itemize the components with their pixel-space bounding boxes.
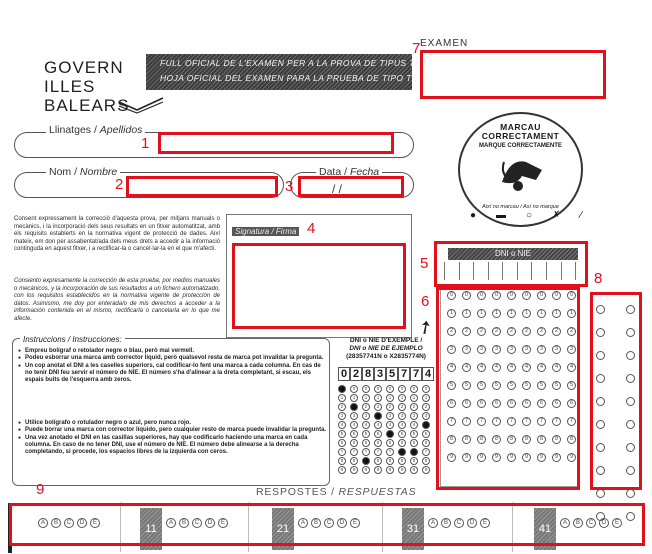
- answer-bubble: 6: [362, 439, 370, 447]
- answer-bubble: 8: [398, 457, 406, 465]
- annotation-number-4: 4: [307, 220, 316, 237]
- answer-bubble[interactable]: 7: [567, 417, 576, 426]
- answer-bubble[interactable]: 7: [522, 417, 531, 426]
- answer-bubble[interactable]: 9: [477, 453, 486, 462]
- logo-line-2: ILLES: [44, 77, 96, 96]
- answer-bubble[interactable]: 3: [477, 345, 486, 354]
- date-label: Data / Fecha: [316, 166, 382, 178]
- annotation-number-5: 5: [420, 255, 429, 272]
- govern-logo: [44, 58, 154, 115]
- answer-bubble[interactable]: 5: [462, 381, 471, 390]
- answer-bubble: 7: [374, 448, 382, 456]
- slash-mark-icon: ⁄: [580, 210, 582, 221]
- answer-bubble[interactable]: 5: [492, 381, 501, 390]
- answer-bubble[interactable]: C: [64, 518, 74, 528]
- answer-bubble[interactable]: 8: [522, 435, 531, 444]
- answer-bubble: 8: [386, 457, 394, 465]
- answer-bubble[interactable]: 2: [552, 327, 561, 336]
- answer-bubble[interactable]: 7: [507, 417, 516, 426]
- answer-bubble[interactable]: 0: [492, 291, 501, 300]
- answer-bubble: [422, 421, 430, 429]
- answer-bubble[interactable]: B: [51, 518, 61, 528]
- answer-bubble[interactable]: 0: [477, 291, 486, 300]
- answer-bubble: 2: [338, 403, 346, 411]
- annotation-number-6: 6: [421, 293, 430, 310]
- answer-bubble: 8: [350, 457, 358, 465]
- answer-bubble: 3: [362, 412, 370, 420]
- answer-bubble: 8: [338, 457, 346, 465]
- answer-bubble: 8: [410, 457, 418, 465]
- answer-bubble[interactable]: 1: [492, 309, 501, 318]
- answer-bubble[interactable]: 4: [552, 363, 561, 372]
- answer-bubble[interactable]: 8: [537, 435, 546, 444]
- seal-note: Així no marcau / Así no marque: [482, 204, 559, 210]
- annotation-number-3: 3: [285, 178, 294, 195]
- logo-line-3: BALEARS: [44, 96, 130, 115]
- answer-bubble: 9: [398, 466, 406, 474]
- instructions-list-ca: [18, 348, 326, 384]
- answer-bubble: 0: [362, 385, 370, 393]
- answer-bubble[interactable]: B: [311, 518, 321, 528]
- answer-bubble[interactable]: 0: [522, 291, 531, 300]
- instruction-es-3: ● Una vez anotado el DNI en las casillas superiores, hay que codificarlo haciendo una marca en cada columna. En caso de no tener DNI, use el número de NIE. El número debe alinearse a la derecha completando, si procede, los espacios libres de la izquierda con ceros.: [18, 435, 328, 457]
- annotation-number-2: 2: [115, 176, 124, 193]
- answer-bubble: [338, 385, 346, 393]
- answer-bubble: 6: [338, 439, 346, 447]
- seal-title-1: MARCAU: [500, 122, 541, 132]
- answer-bubble: 5: [410, 430, 418, 438]
- answer-bubble: 2: [422, 403, 430, 411]
- answer-bubble[interactable]: 3: [522, 345, 531, 354]
- answer-bubble[interactable]: 9: [537, 453, 546, 462]
- answer-bubble[interactable]: 9: [462, 453, 471, 462]
- answer-bubble: 4: [350, 421, 358, 429]
- answer-bubble: 1: [386, 394, 394, 402]
- answer-bubble[interactable]: 8: [567, 435, 576, 444]
- answer-bubble: 4: [386, 421, 394, 429]
- answer-bubble: 4: [338, 421, 346, 429]
- hand-marking-icon: [496, 152, 548, 194]
- instruction-ca-2: ● Podeu esborrar una marca amb corrector líquid, però qualsevol resta de marca pot invalidar la pregunta.: [18, 355, 326, 362]
- answer-bubble[interactable]: A: [166, 518, 176, 528]
- answer-bubble[interactable]: E: [350, 518, 360, 528]
- answer-bubble[interactable]: 7: [492, 417, 501, 426]
- answer-bubble: 9: [422, 466, 430, 474]
- answer-bubble: 6: [386, 439, 394, 447]
- answer-bubble[interactable]: 3: [537, 345, 546, 354]
- header-stripe: [146, 54, 433, 90]
- filled-mark-icon: ●: [470, 210, 477, 221]
- answer-bubble: [410, 448, 418, 456]
- annotation-number-8: 8: [594, 270, 603, 287]
- answer-bubble[interactable]: 9: [447, 453, 456, 462]
- answer-bubble[interactable]: 5: [537, 381, 546, 390]
- answer-bubble: 9: [362, 466, 370, 474]
- annotation-box-date[interactable]: [298, 176, 404, 197]
- answer-bubble: 2: [362, 403, 370, 411]
- circle-mark-icon: ○: [525, 210, 532, 221]
- answer-bubble[interactable]: 3: [492, 345, 501, 354]
- answer-bubble[interactable]: 7: [552, 417, 561, 426]
- answer-bubble[interactable]: E: [218, 518, 228, 528]
- answer-bubble[interactable]: 3: [507, 345, 516, 354]
- answer-bubble[interactable]: A: [428, 518, 438, 528]
- answer-bubble[interactable]: 5: [447, 381, 456, 390]
- answer-bubble: 6: [350, 439, 358, 447]
- answer-bubble: 2: [374, 403, 382, 411]
- answer-bubble[interactable]: 6: [537, 399, 546, 408]
- answer-bubble: 0: [398, 385, 406, 393]
- answer-bubble[interactable]: D: [205, 518, 215, 528]
- answer-bubble[interactable]: 8: [477, 435, 486, 444]
- answer-bubble[interactable]: A: [298, 518, 308, 528]
- annotation-box-surname[interactable]: [158, 132, 394, 154]
- answer-bubble: 4: [362, 421, 370, 429]
- answer-bubble[interactable]: 1: [447, 309, 456, 318]
- answer-bubble[interactable]: 0: [462, 291, 471, 300]
- answer-bubble[interactable]: 4: [477, 363, 486, 372]
- answer-bubble[interactable]: 1: [462, 309, 471, 318]
- seal-subtitle: MARQUE CORRECTAMENTE: [479, 143, 562, 149]
- answer-bubble[interactable]: 2: [462, 327, 471, 336]
- answer-bubble[interactable]: 5: [477, 381, 486, 390]
- answer-bubble[interactable]: E: [612, 518, 622, 528]
- answer-bubble: 1: [422, 394, 430, 402]
- answer-bubble: 5: [350, 430, 358, 438]
- answer-bubble: 9: [374, 466, 382, 474]
- answer-bubble: 2: [386, 403, 394, 411]
- answer-bubble: 1: [410, 394, 418, 402]
- answer-bubble: 3: [386, 412, 394, 420]
- answer-bubble: 3: [410, 412, 418, 420]
- answer-bubble[interactable]: 5: [552, 381, 561, 390]
- answer-bubble[interactable]: 0: [447, 291, 456, 300]
- instructions-list-es: [18, 420, 328, 456]
- answer-bubble[interactable]: 9: [567, 453, 576, 462]
- answer-bubble[interactable]: 1: [477, 309, 486, 318]
- answer-bubble[interactable]: 7: [477, 417, 486, 426]
- answer-bubble[interactable]: 7: [462, 417, 471, 426]
- answer-bubble[interactable]: 2: [492, 327, 501, 336]
- answer-bubble[interactable]: 6: [477, 399, 486, 408]
- annotation-number-7: 7: [412, 40, 421, 57]
- header-line-es: HOJA OFICIAL DEL EXAMEN PARA LA PRUEBA DE TIPO TEST: [160, 73, 430, 83]
- date-separators: / /: [332, 182, 343, 196]
- answer-bubble[interactable]: 2: [447, 327, 456, 336]
- answer-bubble: 8: [422, 457, 430, 465]
- answer-bubble[interactable]: 1: [522, 309, 531, 318]
- answer-bubble[interactable]: E: [90, 518, 100, 528]
- answer-bubble[interactable]: 2: [507, 327, 516, 336]
- example-label: DNI o NIE D'EXEMPLE / DNI o NIE DE EJEMPLO (28357741N o X2835774N): [346, 337, 426, 360]
- answer-bubble: 2: [398, 403, 406, 411]
- annotation-box-examen[interactable]: [420, 50, 606, 99]
- answer-bubble[interactable]: A: [38, 518, 48, 528]
- annotation-box-name[interactable]: [126, 176, 278, 197]
- answer-bubble: 7: [362, 448, 370, 456]
- answer-bubble[interactable]: 8: [462, 435, 471, 444]
- question-number-41: 41: [534, 508, 556, 550]
- answer-bubble[interactable]: 3: [567, 345, 576, 354]
- answer-bubble[interactable]: 8: [492, 435, 501, 444]
- answer-bubble: 7: [338, 448, 346, 456]
- answer-bubble[interactable]: 8: [507, 435, 516, 444]
- consent-es: Consiento expresamente la corrección de esta prueba, por medios manuales o mecánicos, y la incorporación de sus resultados a un fichero automatizado, con los requisitos establecidos en la normativa vigente de protección de datos. Asimismo, me doy por enterada/o de mis derechos a acceder a la información contenida en el mismo, rectificarla o cancelarla en lo que me afecte.: [14, 278, 220, 322]
- answer-bubble[interactable]: 9: [492, 453, 501, 462]
- answer-bubble[interactable]: 8: [447, 435, 456, 444]
- answer-bubble: 9: [350, 466, 358, 474]
- question-number-31: 31: [402, 508, 424, 550]
- answer-bubble: [362, 457, 370, 465]
- answer-bubble[interactable]: 4: [522, 363, 531, 372]
- signature-label: Signatura / Firma: [232, 227, 299, 236]
- answer-bubble: 8: [374, 457, 382, 465]
- answer-bubble: [386, 430, 394, 438]
- answer-bubble: 5: [362, 430, 370, 438]
- answer-bubble[interactable]: D: [467, 518, 477, 528]
- instruction-es-2: ● Puede borrar una marca con corrector líquido, pero cualquier resto de marca puede invalidar la pregunta.: [18, 427, 328, 434]
- answer-bubble[interactable]: 3: [462, 345, 471, 354]
- answer-bubble: 9: [338, 466, 346, 474]
- answer-bubble[interactable]: 2: [522, 327, 531, 336]
- annotation-box-dni-bubbles[interactable]: [436, 287, 580, 490]
- answer-bubble[interactable]: 7: [537, 417, 546, 426]
- answer-bubble[interactable]: C: [586, 518, 596, 528]
- name-label: Nom / Nombre: [46, 166, 120, 178]
- answer-bubble: 1: [338, 394, 346, 402]
- answer-bubble[interactable]: 4: [447, 363, 456, 372]
- answer-bubble[interactable]: D: [599, 518, 609, 528]
- answer-bubble[interactable]: 6: [507, 399, 516, 408]
- answer-bubble[interactable]: 8: [552, 435, 561, 444]
- answer-bubble: 3: [350, 412, 358, 420]
- logo-mark-icon: [117, 96, 167, 114]
- seal-title-2: CORRECTAMENT: [481, 131, 560, 141]
- answer-bubble[interactable]: 5: [522, 381, 531, 390]
- answer-bubble[interactable]: 2: [567, 327, 576, 336]
- answer-bubble: 5: [338, 430, 346, 438]
- respostes-label: RESPOSTES / RESPUESTAS: [256, 486, 417, 498]
- question-number-11: 11: [140, 508, 162, 550]
- example-digits: 0 2 8 3 5 7 7 4: [338, 367, 434, 381]
- cross-mark-icon: ✗: [551, 210, 561, 221]
- answer-bubble: 1: [362, 394, 370, 402]
- answer-bubble: 0: [422, 385, 430, 393]
- answer-bubble[interactable]: B: [179, 518, 189, 528]
- answer-bubble[interactable]: 4: [567, 363, 576, 372]
- answer-bubble[interactable]: 3: [552, 345, 561, 354]
- answer-bubble[interactable]: 0: [567, 291, 576, 300]
- answer-bubble[interactable]: B: [573, 518, 583, 528]
- answer-bubble[interactable]: 6: [552, 399, 561, 408]
- answer-bubble[interactable]: C: [192, 518, 202, 528]
- answer-bubble[interactable]: 1: [507, 309, 516, 318]
- annotation-box-answers[interactable]: [9, 503, 645, 546]
- answer-bubble: 5: [374, 430, 382, 438]
- answer-bubble[interactable]: 2: [477, 327, 486, 336]
- answer-bubble[interactable]: C: [324, 518, 334, 528]
- answer-bubble: 0: [386, 385, 394, 393]
- answer-bubble: 1: [374, 394, 382, 402]
- annotation-number-9: 9: [36, 481, 45, 498]
- answer-bubble[interactable]: 5: [507, 381, 516, 390]
- answer-bubble: 3: [338, 412, 346, 420]
- arrow-icon: ➚: [413, 314, 438, 340]
- answer-bubble: 5: [422, 430, 430, 438]
- answer-bubble: 6: [398, 439, 406, 447]
- answer-bubble[interactable]: 6: [567, 399, 576, 408]
- answer-bubble: 6: [422, 439, 430, 447]
- dni-header: DNI o NIE: [448, 248, 578, 260]
- answer-bubble: 3: [398, 412, 406, 420]
- answer-bubble: 0: [410, 385, 418, 393]
- answer-bubble[interactable]: 9: [522, 453, 531, 462]
- answer-bubble[interactable]: A: [560, 518, 570, 528]
- annotation-box-dni-letter[interactable]: [590, 292, 642, 490]
- instruction-ca-3: ● Un cop anotat el DNI a les caselles superiors, cal codificar-lo fent una marca a cada columna. En cas de no tenir DNI feu servir el número de NIE. El número s'ha d'alinear a la dreta completant, si escau, els espais buits de l'esquerra amb zeros.: [18, 363, 326, 385]
- answer-bubble[interactable]: 6: [492, 399, 501, 408]
- instruction-ca-1: ● Empreu bolígraf o retolador negre o blau, però mai vermell.: [18, 348, 326, 355]
- answer-bubble[interactable]: 2: [537, 327, 546, 336]
- answer-bubble: 2: [410, 403, 418, 411]
- logo-line-1: GOVERN: [44, 58, 124, 77]
- answer-bubble[interactable]: 6: [522, 399, 531, 408]
- instruction-es-1: ● Utilice bolígrafo o rotulador negro o azul, pero nunca rojo.: [18, 420, 328, 427]
- answer-bubble: [350, 403, 358, 411]
- answer-bubble[interactable]: C: [454, 518, 464, 528]
- mark-examples: [470, 210, 582, 221]
- answer-bubble[interactable]: 5: [567, 381, 576, 390]
- answer-bubble[interactable]: 0: [552, 291, 561, 300]
- annotation-number-1: 1: [141, 135, 150, 152]
- answer-bubble: 1: [350, 394, 358, 402]
- answer-bubble[interactable]: 4: [492, 363, 501, 372]
- answer-bubble[interactable]: E: [480, 518, 490, 528]
- annotation-box-signature[interactable]: [232, 243, 406, 329]
- answer-bubble[interactable]: 1: [537, 309, 546, 318]
- answer-bubble: 0: [374, 385, 382, 393]
- answer-bubble: 5: [398, 430, 406, 438]
- answer-bubble[interactable]: 3: [447, 345, 456, 354]
- question-number-21: 21: [272, 508, 294, 550]
- answer-bubble: 4: [398, 421, 406, 429]
- answer-bubble[interactable]: 9: [507, 453, 516, 462]
- examen-label: EXAMEN: [420, 38, 469, 49]
- answer-bubble: 4: [410, 421, 418, 429]
- answer-bubble[interactable]: 6: [447, 399, 456, 408]
- answer-bubble: 4: [374, 421, 382, 429]
- answer-bubble[interactable]: 0: [537, 291, 546, 300]
- answer-bubble: 9: [410, 466, 418, 474]
- answer-bubble[interactable]: 4: [537, 363, 546, 372]
- consent-ca: Consent expressament la correcció d'aquesta prova, per mitjans manuals o mecànics, i la incorporació dels seus resultats en un fitxer automatitzat, amb els requisits establerts en la normativa vigent de protecció de dades. Així mateix, em don per assabentat/ada dels meus drets a accedir a la informació continguda en aquest fitxer, i a rectificar-la o cancel·lar-la en el que m'afecti.: [14, 216, 220, 253]
- answer-bubble: 7: [386, 448, 394, 456]
- answer-bubble[interactable]: 7: [447, 417, 456, 426]
- answer-bubble: 7: [350, 448, 358, 456]
- answer-bubble[interactable]: D: [77, 518, 87, 528]
- answer-bubble[interactable]: 1: [552, 309, 561, 318]
- answer-bubble[interactable]: 9: [552, 453, 561, 462]
- answer-bubble: [374, 412, 382, 420]
- answer-bubble: 6: [374, 439, 382, 447]
- answer-bubble: [398, 448, 406, 456]
- header-line-ca: FULL OFICIAL DE L'EXAMEN PER A LA PROVA DE TIPUS TEST: [160, 58, 433, 68]
- answer-bubble: 1: [398, 394, 406, 402]
- answer-bubble[interactable]: 0: [507, 291, 516, 300]
- answer-bubble: 9: [386, 466, 394, 474]
- annotation-box-dni-digits[interactable]: [434, 241, 588, 287]
- answer-bubble: 6: [410, 439, 418, 447]
- answer-bubble: 7: [422, 448, 430, 456]
- surname-label: Llinatges / Apellidos: [46, 124, 145, 136]
- example-bubble-grid: [338, 385, 434, 474]
- answer-bubble[interactable]: 1: [567, 309, 576, 318]
- instructions-title: Instruccions / Instrucciones:: [20, 335, 125, 344]
- answer-bubble: 0: [350, 385, 358, 393]
- answer-bubble[interactable]: B: [441, 518, 451, 528]
- answer-bubble[interactable]: 4: [462, 363, 471, 372]
- answer-bubble[interactable]: [596, 489, 605, 498]
- answer-bubble[interactable]: 4: [507, 363, 516, 372]
- answer-bubble: 3: [422, 412, 430, 420]
- answer-bubble[interactable]: [626, 489, 635, 498]
- bar-mark-icon: ▬: [496, 210, 506, 221]
- answer-bubble[interactable]: 6: [462, 399, 471, 408]
- answer-bubble[interactable]: D: [337, 518, 347, 528]
